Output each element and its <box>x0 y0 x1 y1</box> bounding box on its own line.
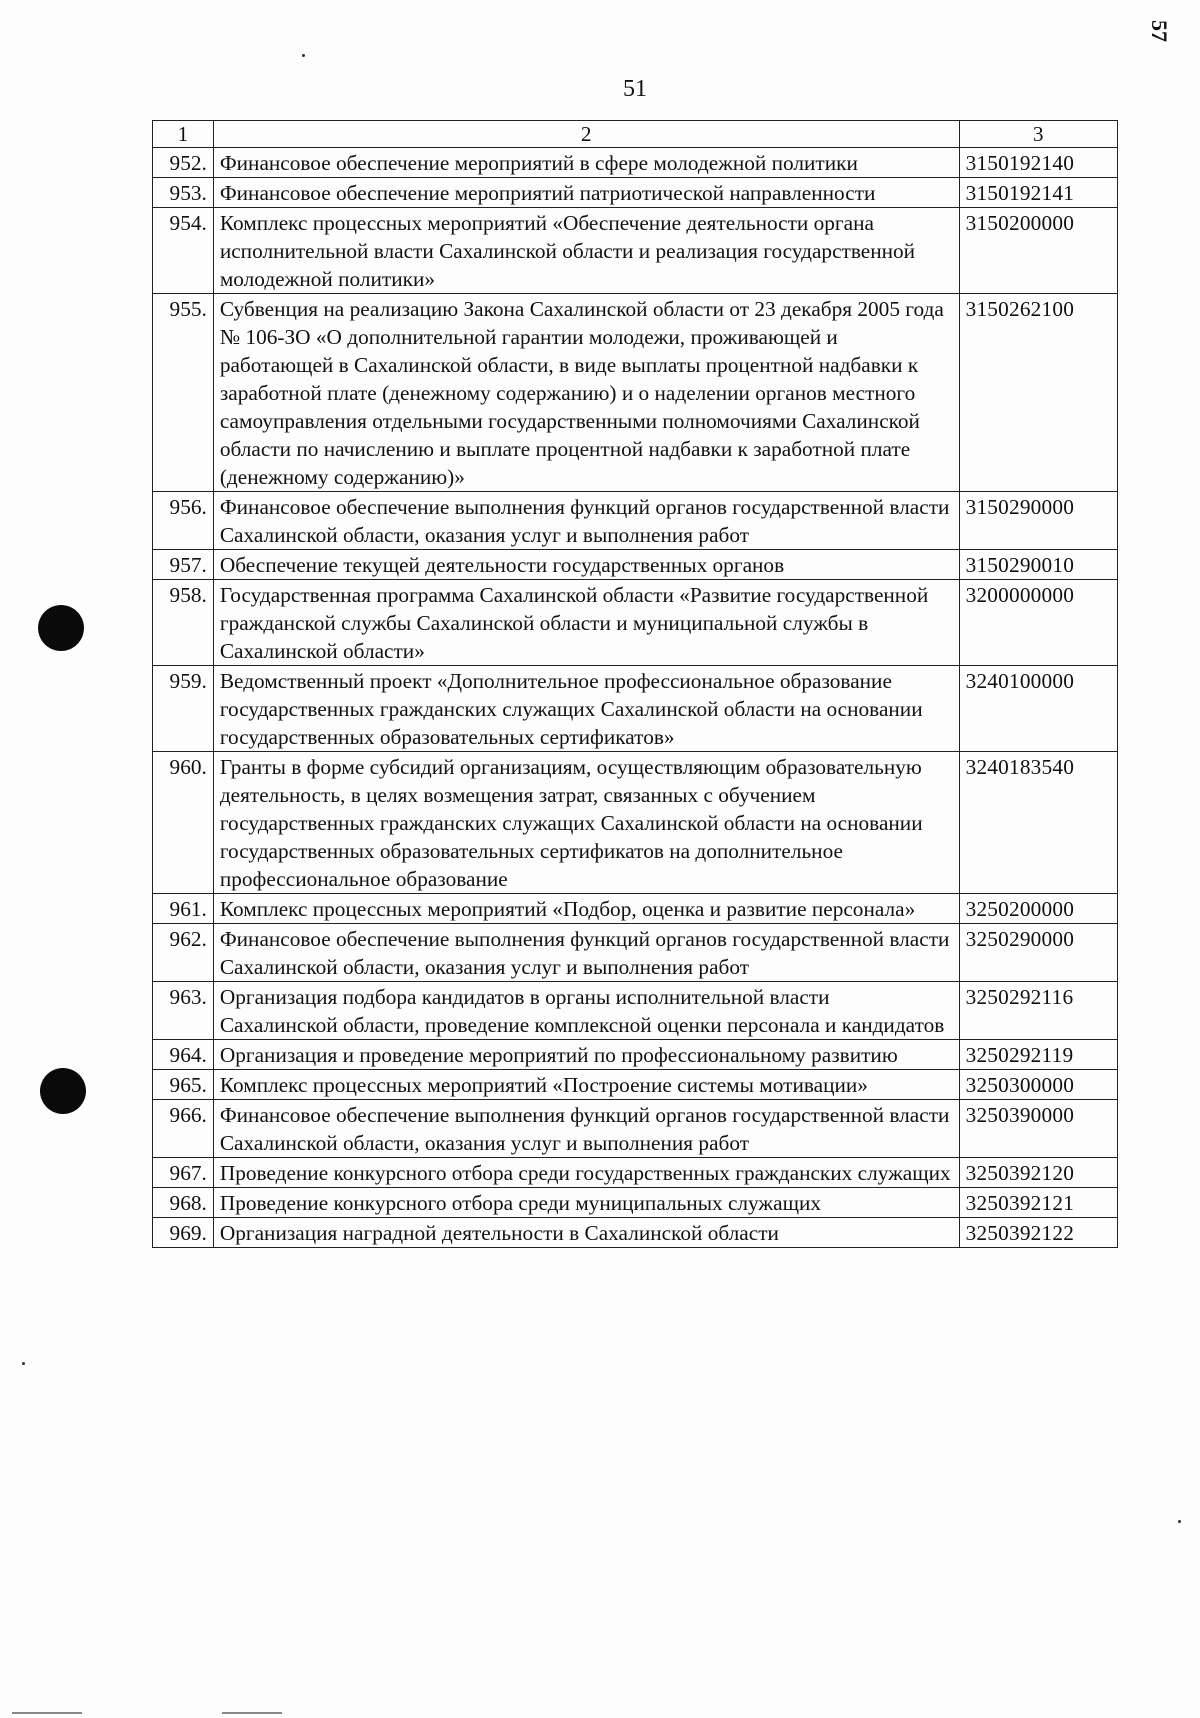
row-code: 3250290000 <box>959 924 1117 982</box>
row-code: 3250300000 <box>959 1070 1117 1100</box>
row-code: 3240183540 <box>959 752 1117 894</box>
row-number: 962. <box>153 924 214 982</box>
table-row <box>153 894 1118 924</box>
row-number: 955. <box>153 294 214 492</box>
row-code: 3150290010 <box>959 550 1117 580</box>
scan-edge-line <box>12 1712 82 1714</box>
row-number: 960. <box>153 752 214 894</box>
row-code: 3250390000 <box>959 1100 1117 1158</box>
row-name: Финансовое обеспечение мероприятий в сфере молодежной политики <box>213 148 959 178</box>
table-row <box>153 666 1118 752</box>
row-name: Проведение конкурсного отбора среди муниципальных служащих <box>213 1188 959 1218</box>
table-row <box>153 1158 1118 1188</box>
row-number: 958. <box>153 580 214 666</box>
table-row <box>153 492 1118 550</box>
table-row <box>153 550 1118 580</box>
punch-hole <box>38 605 84 651</box>
header-col-3: 3 <box>959 121 1117 148</box>
table-row <box>153 1188 1118 1218</box>
row-name: Комплекс процессных мероприятий «Обеспечение деятельности органа исполнительной власти Сахалинской области и реализация государственной молодежной политики» <box>213 208 959 294</box>
row-code: 3150290000 <box>959 492 1117 550</box>
row-code: 3250392120 <box>959 1158 1117 1188</box>
row-number: 965. <box>153 1070 214 1100</box>
row-number: 967. <box>153 1158 214 1188</box>
page-number: 51 <box>623 76 647 102</box>
row-name: Финансовое обеспечение выполнения функций органов государственной власти Сахалинской области, оказания услуг и выполнения работ <box>213 924 959 982</box>
row-name: Ведомственный проект «Дополнительное профессиональное образование государственных гражданских служащих Сахалинской области на основании государственных образовательных сертификатов» <box>213 666 959 752</box>
row-code: 3250200000 <box>959 894 1117 924</box>
table-row <box>153 1070 1118 1100</box>
row-name: Финансовое обеспечение мероприятий патриотической направленности <box>213 178 959 208</box>
row-name: Организация подбора кандидатов в органы исполнительной власти Сахалинской области, проведение комплексной оценки персонала и кандидатов <box>213 982 959 1040</box>
table-row <box>153 178 1118 208</box>
scan-edge-line <box>222 1712 282 1714</box>
corner-handwritten-mark: 57 <box>1147 20 1172 42</box>
row-code: 3250292119 <box>959 1040 1117 1070</box>
row-number: 952. <box>153 148 214 178</box>
table-row <box>153 1218 1118 1248</box>
row-number: 968. <box>153 1188 214 1218</box>
row-code: 3150200000 <box>959 208 1117 294</box>
row-name: Обеспечение текущей деятельности государственных органов <box>213 550 959 580</box>
row-name: Государственная программа Сахалинской области «Развитие государственной гражданской службы Сахалинской области и муниципальной службы в Сахалинской области» <box>213 580 959 666</box>
row-number: 956. <box>153 492 214 550</box>
scan-speck <box>1178 1520 1181 1523</box>
table-row <box>153 982 1118 1040</box>
scan-speck <box>22 1362 25 1365</box>
row-code: 3150192140 <box>959 148 1117 178</box>
row-code: 3250392122 <box>959 1218 1117 1248</box>
row-number: 969. <box>153 1218 214 1248</box>
row-number: 961. <box>153 894 214 924</box>
row-name: Комплекс процессных мероприятий «Построение системы мотивации» <box>213 1070 959 1100</box>
table-row <box>153 752 1118 894</box>
row-name: Гранты в форме субсидий организациям, осуществляющим образовательную деятельность, в целях возмещения затрат, связанных с обучением государственных гражданских служащих Сахалинской области на основании государственных образовательных сертификатов на дополнительное профессиональное образование <box>213 752 959 894</box>
row-number: 953. <box>153 178 214 208</box>
row-name: Комплекс процессных мероприятий «Подбор, оценка и развитие персонала» <box>213 894 959 924</box>
row-name: Субвенция на реализацию Закона Сахалинской области от 23 декабря 2005 года № 106-ЗО «О дополнительной гарантии молодежи, проживающей и работающей в Сахалинской области, в виде выплаты процентной надбавки к заработной плате (денежному содержанию) и о наделении органов местного самоуправления отдельными государственными полномочиями Сахалинской области по начислению и выплате процентной надбавки к заработной плате (денежному содержанию)» <box>213 294 959 492</box>
row-number: 957. <box>153 550 214 580</box>
row-name: Финансовое обеспечение выполнения функций органов государственной власти Сахалинской области, оказания услуг и выполнения работ <box>213 492 959 550</box>
table-row <box>153 580 1118 666</box>
table-row <box>153 294 1118 492</box>
header-col-1: 1 <box>153 121 214 148</box>
row-name: Финансовое обеспечение выполнения функций органов государственной власти Сахалинской области, оказания услуг и выполнения работ <box>213 1100 959 1158</box>
table-row <box>153 1100 1118 1158</box>
row-name: Проведение конкурсного отбора среди государственных гражданских служащих <box>213 1158 959 1188</box>
table-header-row <box>153 121 1118 148</box>
row-code: 3150262100 <box>959 294 1117 492</box>
row-name: Организация и проведение мероприятий по профессиональному развитию <box>213 1040 959 1070</box>
header-col-2: 2 <box>213 121 959 148</box>
row-code: 3250392121 <box>959 1188 1117 1218</box>
table-row <box>153 148 1118 178</box>
row-number: 959. <box>153 666 214 752</box>
row-code: 3200000000 <box>959 580 1117 666</box>
row-code: 3150192141 <box>959 178 1117 208</box>
table-row <box>153 1040 1118 1070</box>
row-name: Организация наградной деятельности в Сахалинской области <box>213 1218 959 1248</box>
row-code: 3250292116 <box>959 982 1117 1040</box>
row-number: 963. <box>153 982 214 1040</box>
row-number: 964. <box>153 1040 214 1070</box>
table-row <box>153 208 1118 294</box>
row-number: 966. <box>153 1100 214 1158</box>
row-code: 3240100000 <box>959 666 1117 752</box>
codes-table <box>152 120 1118 1248</box>
row-number: 954. <box>153 208 214 294</box>
table-row <box>153 924 1118 982</box>
punch-hole <box>40 1068 86 1114</box>
scan-speck <box>302 54 305 57</box>
